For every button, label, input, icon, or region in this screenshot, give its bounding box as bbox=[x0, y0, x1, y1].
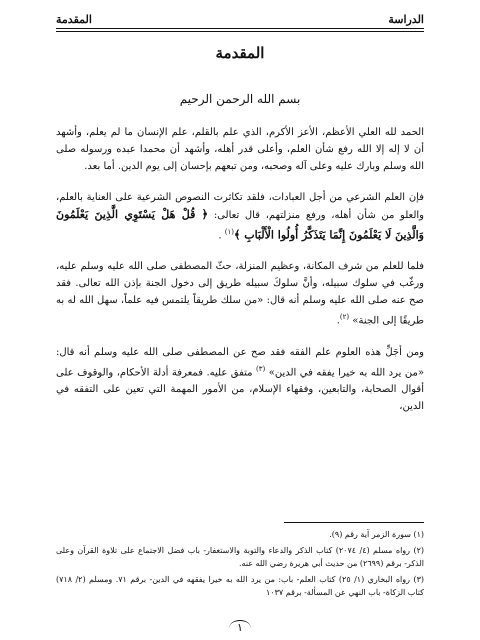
body-text bbox=[56, 124, 424, 429]
paragraph-text: فلما للعلم من شرف المكانة، وعظيم المنزلة، حثّ المصطفى صلى الله عليه وسلم عليه، ورغّب في سلوك سبيله، وأنَّ سلوكَ سبيله طريق إلى دخول الجنة بإذن الله تعالى. فقد صح عنه صلى الله عليه وسلم أنه قال: «من سلك طريقاً يلتمس فيه علماً، سهل الله له به طريقًا إلى الجنة» bbox=[56, 261, 424, 327]
running-header bbox=[56, 8, 424, 26]
paragraph-end: . bbox=[218, 230, 225, 242]
paragraph-1 bbox=[56, 124, 424, 175]
footnotes bbox=[56, 528, 424, 602]
basmala: بسم الله الرحمن الرحيم bbox=[179, 92, 301, 106]
paragraph-text: فإن العلم الشرعي من أجل العبادات، فلقد تكاثرت النصوص الشرعية على العناية بالعلم، والعلو من شأن أهله، ورفع منزلتهم، قال تعالى: bbox=[56, 192, 425, 221]
header-chapter-title: المقدمة bbox=[56, 13, 92, 26]
footnote-3: (٣) رواه البخاري (١/ ٢٥) كتاب العلم- باب: من يرد الله به خيرا يفقهه في الدين- برقم ٧١. ومسلم (٢/ ٧١٨) كتاب الزكاة- باب النهي عن المسألة- برقم ١٠٣٧ bbox=[56, 575, 424, 597]
paragraph-2 bbox=[56, 189, 424, 244]
paragraph-end: متفق عليه. فمعرفة أدلة الأحكام، والوقوف على أقوال الصحابة، والتابعين، وفقهاء الإسلام، من الأمور المهمة التي تعين على التفقه في الدين، bbox=[56, 366, 424, 412]
footnote-rule bbox=[284, 522, 424, 523]
page-number bbox=[0, 620, 480, 634]
paragraph-3 bbox=[56, 258, 424, 329]
header-section-title: الدراسة bbox=[388, 13, 424, 26]
footnote-2: (٢) رواه مسلم (٤/ ٢٠٧٤) كتاب الذكر والدعاء والتوبة والاستغفار- باب فضل الاجتماع على تلاوة القرآن وعلى الذكر- برقم (٢٦٩٩) من حديث أبي هريرة رضي الله عنه. bbox=[56, 546, 424, 568]
footnote-ref: (١) bbox=[224, 228, 234, 236]
chapter-title: المقدمة bbox=[215, 44, 265, 62]
paragraph-end: . bbox=[336, 315, 340, 327]
page-number-value: ١ bbox=[229, 620, 251, 634]
paragraph-4 bbox=[56, 344, 424, 415]
header-rule bbox=[56, 28, 424, 29]
paragraph-text: الحمد لله العلي الأعظم، الأعز الأكرم، الذي علم بالقلم، علم الإنسان ما لم يعلم، وأشهد أن لا إله إلا الله رفع شأن العلم، وأعلى قدر أهله، وأشهد أن محمدا عبده ورسوله صلى الله وسلم وبارك عليه وعلى آله وصحبه، ومن تبعهم بإحسان إلى يوم الدين. أما بعد. bbox=[56, 127, 424, 172]
header-rule-thin bbox=[56, 31, 424, 32]
quran-quote: ﴿ قُلْ هَلْ يَسْتَوِي الَّذِينَ يَعْلَمُونَ وَالَّذِينَ لَا يَعْلَمُونَ إِنَّمَا يَتَذَكَّرُ أُولُوا الْأَلْبَابِ ﴾ bbox=[56, 208, 424, 242]
footnote-ref: (٣) bbox=[256, 364, 266, 373]
paragraph-text: ومن أجَلِّ هذه العلوم علم الفقه فقد صح عن المصطفى صلى الله عليه وسلم أنه قال: «من يرد الله به خيرا يفقه في الدين» bbox=[56, 346, 424, 378]
footnote-1: (١) سورة الزمر آية رقم (٩). bbox=[329, 530, 424, 539]
footnote-ref: (٢) bbox=[339, 313, 350, 322]
